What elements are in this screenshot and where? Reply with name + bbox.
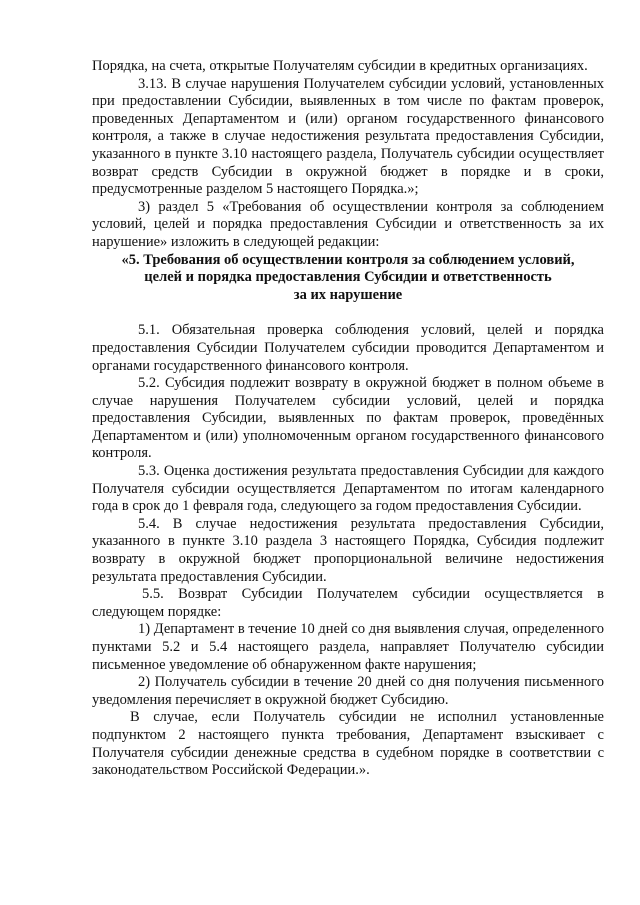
paragraph-5-2: 5.2. Субсидия подлежит возврату в окружной бюджет в полном объеме в случае нарушения Получателем субсидии условий, целей и порядка предоставления Субсидии, выявленных по фактам проверок, проведённых Департаментом и (или) уполномоченным органом государственного финансового контроля. <box>92 375 604 462</box>
list-item-1: 1) Департамент в течение 10 дней со дня выявления случая, определенного пунктами 5.2 и 5.4 настоящего раздела, направляет Получателю субсидии письменное уведомление об обнаруженном факте нарушения; <box>92 621 604 673</box>
paragraph-5-5: 5.5. Возврат Субсидии Получателем субсидии осуществляется в следующем порядке: <box>92 586 604 620</box>
paragraph-5-4: 5.4. В случае недостижения результата предоставления Субсидии, указанного в пункте 3.10 раздела 3 настоящего Порядка, Субсидия подлежит возврату в окружной бюджет пропорциональной величине недостижения результата предоставления Субсидии. <box>92 515 604 585</box>
section-heading-line-1: «5. Требования об осуществлении контроля за соблюдением условий, <box>121 251 575 268</box>
paragraph-3-13: 3.13. В случае нарушения Получателем субсидии условий, установленных при предоставлении Субсидии, выявленных в том числе по фактам проверок, проведенных Департаментом и (или) органом государственного финансового контроля, а также в случае недостижения результата предоставления Субсидии, указанного в пункте 3.10 настоящего раздела, Получатель субсидии осуществляет возврат средств Субсидии в окружной бюджет в порядке и в сроки, предусмотренные разделом 5 настоящего Порядка.»; <box>92 75 604 198</box>
spacer <box>92 304 604 322</box>
paragraph-final: В случае, если Получатель субсидии не исполнил установленные подпунктом 2 настоящего пункта требования, Департамент взыскивает с Получателя субсидии денежные средства в судебном порядке в соответствии с законодательством Российской Федерации.». <box>92 709 604 779</box>
paragraph-continuation: Порядка, на счета, открытые Получателям субсидии в кредитных организациях. <box>92 58 588 74</box>
paragraph-amendment-3: 3) раздел 5 «Требования об осуществлении контроля за соблюдением условий, целей и порядка предоставления Субсидии и ответственность за их нарушение» изложить в следующей редакции: <box>92 198 604 250</box>
list-item-2: 2) Получатель субсидии в течение 20 дней со дня получения письменного уведомления перечисляет в окружной бюджет Субсидию. <box>92 674 604 708</box>
paragraph-5-1: 5.1. Обязательная проверка соблюдения условий, целей и порядка предоставления Субсидии Получателем субсидии проводится Департаментом и органами государственного финансового контроля. <box>92 322 604 374</box>
section-heading-line-3: за их нарушение <box>293 286 403 303</box>
section-heading-line-2: целей и порядка предоставления Субсидии и ответственность <box>144 269 552 286</box>
paragraph-5-3: 5.3. Оценка достижения результата предоставления Субсидии для каждого Получателя субсидии осуществляется Департаментом по итогам календарного года в срок до 1 февраля года, следующего за годом предоставления Субсидии. <box>92 463 604 515</box>
